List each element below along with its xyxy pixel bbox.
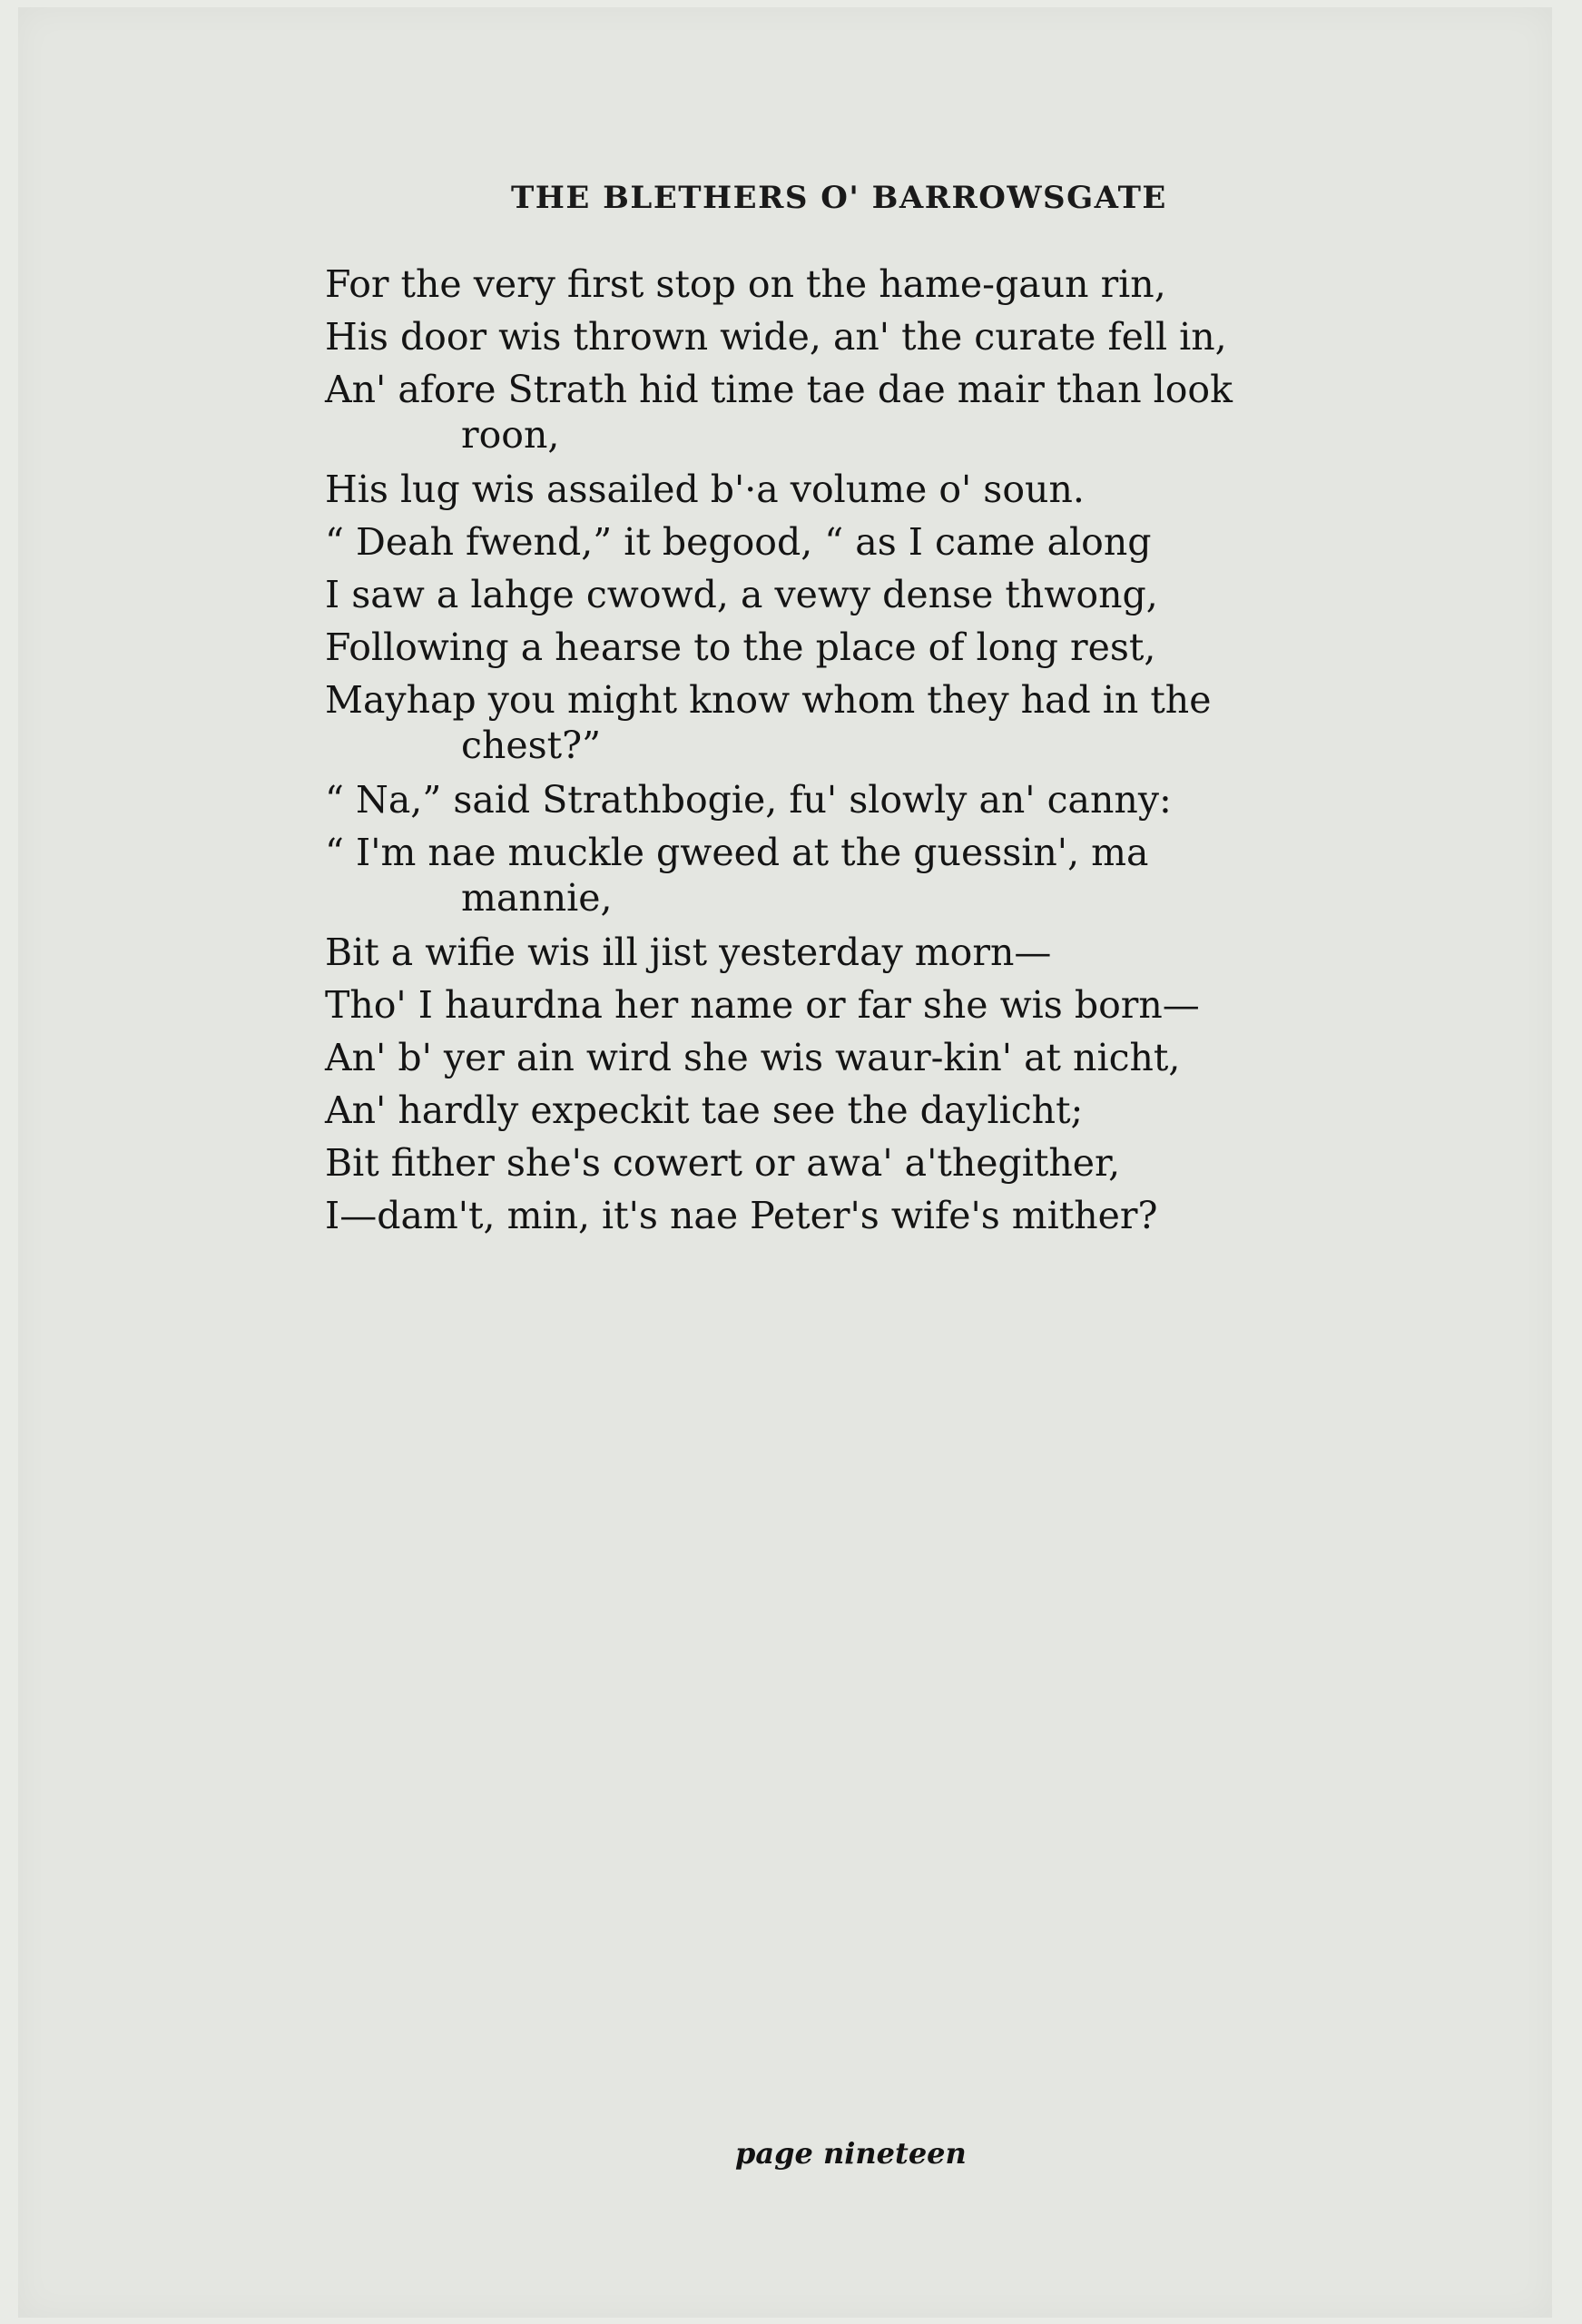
poem-line: An' b' yer ain wird she wis waur-kin' at nicht, [325,1036,1181,1079]
poem-line: “ Na,” said Strathbogie, fu' slowly an' canny: [325,778,1172,822]
poem-line-continuation: chest?” [461,724,602,767]
poem-line: Mayhap you might know whom they had in the [325,678,1212,722]
poem-line-continuation: mannie, [461,876,613,920]
poem-line: Bit a wifie wis ill jist yesterday morn— [325,931,1052,974]
poem-body [325,258,1346,1242]
poem-line: For the very first stop on the hame-gaun rin, [325,262,1166,306]
poem-line: “ Deah fwend,” it begood, “ as I came along [325,520,1152,564]
running-head: THE BLETHERS O' BARROWSGATE [511,180,1167,216]
poem-line: Tho' I haurdna her name or far she wis born— [325,983,1200,1027]
book-page [18,7,1552,2318]
poem-line-continuation: roon, [461,413,560,457]
page-number: page nineteen [735,2136,967,2171]
poem-line: His lug wis assailed b'·a volume o' soun. [325,468,1085,511]
poem-line: An' hardly expeckit tae see the daylicht; [325,1088,1084,1132]
poem-line: “ I'm nae muckle gweed at the guessin', ma [325,831,1149,874]
poem-line: Following a hearse to the place of long rest, [325,625,1156,669]
poem-line: I—dam't, min, it's nae Peter's wife's mither? [325,1194,1158,1237]
poem-line: I saw a lahge cwowd, a vewy dense thwong, [325,573,1158,616]
poem-line: An' afore Strath hid time tae dae mair than look [325,368,1233,411]
poem-line: Bit fither she's cowert or awa' a'thegither, [325,1141,1121,1185]
poem-line: His door wis thrown wide, an' the curate fell in, [325,315,1227,359]
